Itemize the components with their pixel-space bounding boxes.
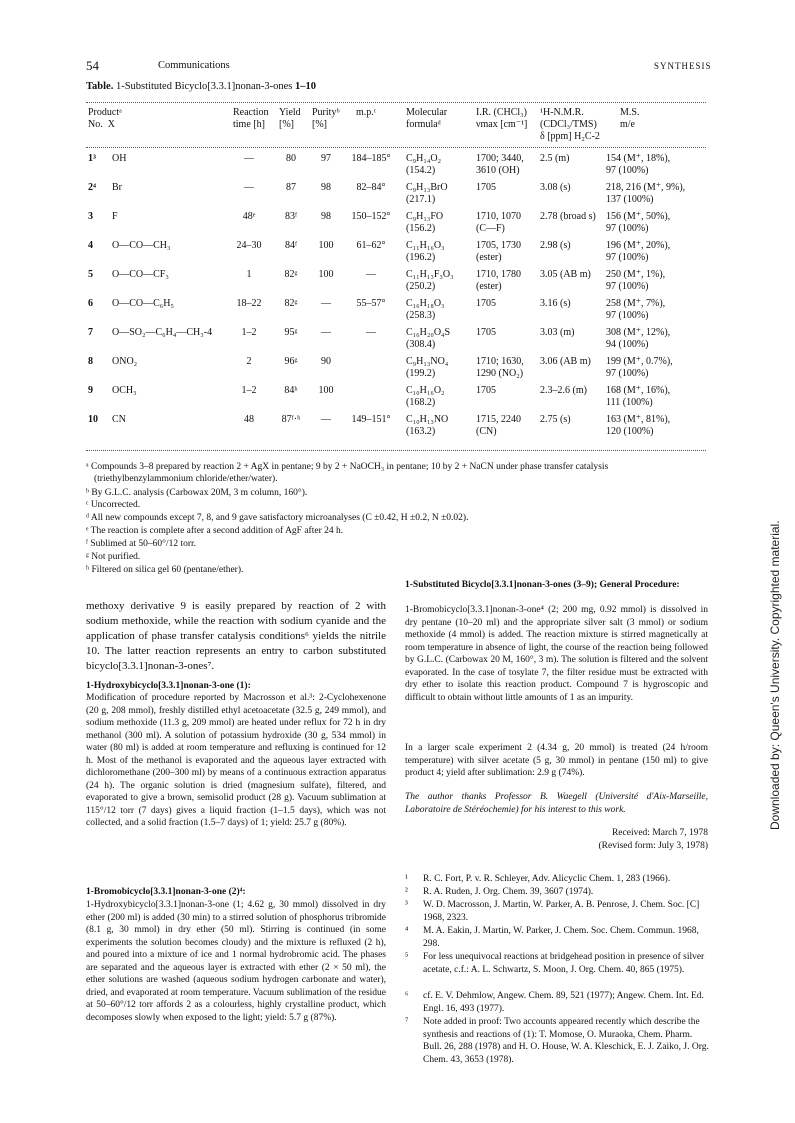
cell-yield: 84ʰ <box>284 385 298 396</box>
cell-x: OH <box>112 153 127 164</box>
cell-ms: 196 (M⁺, 20%), 97 (100%) <box>606 240 671 263</box>
section-title: Communications <box>158 60 230 71</box>
cell-formula: C₁₆H₂₀O₄S (308.4) <box>406 327 451 350</box>
cell-purity: — <box>321 414 331 425</box>
cell-no: 10 <box>88 414 98 425</box>
cell-x: OCH₃ <box>112 385 137 396</box>
cell-mp: 61–62° <box>356 240 386 251</box>
cell-formula: C₁₀H₁₆O₂ (168.2) <box>406 385 445 408</box>
cell-purity: — <box>321 298 331 309</box>
cell-ir: 1705 <box>476 182 496 193</box>
cell-ms: 218, 216 (M⁺, 9%), 137 (100%) <box>606 182 686 205</box>
cell-ir: 1705 <box>476 385 496 396</box>
cell-formula: C₉H₁₃BrO (217.1) <box>406 182 448 205</box>
cell-time: 24–30 <box>236 240 262 251</box>
section-2-text: 1-Hydroxybicyclo[3.3.1]nonan-3-one (1; 4.62 g, 30 mmol) dissolved in dry ether (200 ml) is added (30 min) to a stirred solution of phosphorus tribromide (8.1 g, 30 mmol) in dry ether (50 ml). Stirring is continued (in some experiments the solution becomes cloudy) and the mixture is refluxed (2 h), and poured into a mixture of ice and 1 normal hydrobromic acid. The phases are separated and the aqueous layer is extracted with ether (2 × 50 ml), the ether solutions are washed (aqueous sodium hydrogen carbonate and water), dried, and evaporated at room temperature. Vacuum sublimation of the residue at 50–60°/12 torr affords 2 as a colourless, highly crystalline product, which decomposes slowly when exposed to the light; yield: 5.7 g (87%). <box>86 900 386 1023</box>
table-top-rule <box>86 102 706 103</box>
cell-x: F <box>112 211 118 222</box>
table-title-range: 1–10 <box>295 81 317 92</box>
cell-ms: 250 (M⁺, 1%), 97 (100%) <box>606 269 666 292</box>
header-mp: m.p.ᶜ <box>356 107 377 118</box>
table-header-rule <box>86 147 706 148</box>
cell-yield: 80 <box>286 153 296 164</box>
header-nmr: ¹H-N.M.R. (CDCl₃/TMS) δ [ppm] H₂C-2 <box>540 107 600 142</box>
footnote-e: ᵉ The reaction is complete after a second addition of AgF after 24 h. <box>86 526 344 536</box>
cell-x: O—CO—CH₃ <box>112 240 171 251</box>
cell-time: 1–2 <box>241 327 257 338</box>
cell-ms: 258 (M⁺, 7%), 97 (100%) <box>606 298 666 321</box>
cell-formula: C₁₁H₁₆O₃ (196.2) <box>406 240 445 263</box>
header-product: Productᵃ No. X <box>88 107 122 130</box>
cell-x: CN <box>112 414 126 425</box>
cell-mp: 150–152° <box>351 211 391 222</box>
cell-nmr: 2.78 (broad s) <box>540 211 596 222</box>
cell-x: O—SO₂—C₆H₄—CH₃-4 <box>112 327 213 338</box>
acknowledgement: The author thanks Professor B. Waegell (Université d'Aix-Marseille, Laboratoire de Stéréochemie) for his interest to this work. <box>405 792 708 815</box>
cell-ms: 154 (M⁺, 18%), 97 (100%) <box>606 153 671 176</box>
cell-time: 2 <box>246 356 252 367</box>
table-title-text: 1-Substituted Bicyclo[3.3.1]nonan-3-ones <box>113 81 296 92</box>
table-bottom-rule <box>86 450 706 451</box>
cell-time: 1–2 <box>241 385 257 396</box>
cell-yield: 82ᵍ <box>284 269 298 280</box>
cell-time: 18–22 <box>236 298 262 309</box>
footnote-h: ʰ Filtered on silica gel 60 (pentane/ether). <box>86 565 244 575</box>
cell-ir: 1710; 1630, 1290 (NO₂) <box>476 356 524 379</box>
cell-purity: 90 <box>321 356 331 367</box>
cell-formula: C₉H₁₃NO₄ (199.2) <box>406 356 449 379</box>
table-title <box>86 81 316 92</box>
cell-x: O—CO—CF₃ <box>112 269 169 280</box>
cell-nmr: 2.98 (s) <box>540 240 571 251</box>
cell-yield: 96ᵍ <box>284 356 298 367</box>
cell-yield: 82ᵍ <box>284 298 298 309</box>
header-ir: I.R. (CHCl₃) νmax [cm⁻¹] <box>476 107 528 130</box>
cell-time: 48 <box>244 414 254 425</box>
footnote-b: ᵇ By G.L.C. analysis (Carbowax 20M, 3 m column, 160°). <box>86 488 308 498</box>
header-ms: M.S. m/e <box>620 107 640 130</box>
cell-nmr: 2.5 (m) <box>540 153 570 164</box>
cell-purity: 98 <box>321 182 331 193</box>
cell-mp: 82–84° <box>356 182 386 193</box>
cell-mp: — <box>366 269 376 280</box>
section-3-text-2: In a larger scale experiment 2 (4.34 g, 20 mmol) is treated (24 h/room temperature) with silver acetate (5 g, 30 mmol) in pentane (150 ml) to give product 4; yield after sublimation: 2.9 g (74%). <box>405 743 708 778</box>
cell-mp: 149–151° <box>351 414 391 425</box>
cell-ms: 199 (M⁺, 0.7%), 97 (100%) <box>606 356 673 379</box>
cell-purity: — <box>321 327 331 338</box>
footnote-a-cont: (triethylbenzylammonium chloride/ether/water). <box>94 474 278 484</box>
cell-no: 4 <box>88 240 93 251</box>
section-2-title: 1-Bromobicyclo[3.3.1]nonan-3-one (2)⁴: <box>86 887 246 897</box>
cell-nmr: 3.05 (AB m) <box>540 269 591 280</box>
cell-ms: 308 (M⁺, 12%), 94 (100%) <box>606 327 671 350</box>
cell-mp: 55–57° <box>356 298 386 309</box>
cell-ir: 1705 <box>476 298 496 309</box>
cell-yield: 84ᶠ <box>284 240 298 251</box>
journal-name: SYNTHESIS <box>654 61 712 71</box>
cell-formula: C₁₁H₁₃F₃O₃ (250.2) <box>406 269 454 292</box>
footnote-d: ᵈ All new compounds except 7, 8, and 9 gave satisfactory microanalyses (C ±0.42, H ±0.2, N ±0.02). <box>86 513 469 523</box>
table-title-prefix: Table. <box>86 81 114 92</box>
intro-paragraph: methoxy derivative 9 is easily prepared by reaction of 2 with sodium methoxide, while the reaction with sodium cyanide and the application of phase transfer catalysis conditions⁶ yields the nitrile 10. The latter reaction represents an entry to carbon substituted bicyclo[3.3.1]nonan-3-ones⁷. <box>86 600 386 672</box>
cell-nmr: 3.16 (s) <box>540 298 571 309</box>
cell-formula: C₉H₁₃FO (156.2) <box>406 211 444 234</box>
cell-yield: 83ᶠ <box>284 211 298 222</box>
cell-x: O—CO—C₆H₅ <box>112 298 174 309</box>
cell-formula: C₁₀H₁₃NO (163.2) <box>406 414 449 437</box>
revised-date: (Revised form: July 3, 1978) <box>598 841 708 851</box>
cell-x: Br <box>112 182 122 193</box>
cell-purity: 100 <box>318 269 334 280</box>
cell-ir: 1715, 2240 (CN) <box>476 414 521 437</box>
cell-time: — <box>244 182 254 193</box>
cell-ms: 168 (M⁺, 16%), 111 (100%) <box>606 385 671 408</box>
cell-formula: C₉H₁₄O₂ (154.2) <box>406 153 442 176</box>
footnote-g: ᵍ Not purified. <box>86 552 141 562</box>
cell-ir: 1710, 1780 (ester) <box>476 269 521 292</box>
cell-purity: 100 <box>318 385 334 396</box>
cell-yield: 87ᶠ·ʰ <box>281 414 301 425</box>
cell-no: 7 <box>88 327 93 338</box>
cell-time: — <box>244 153 254 164</box>
cell-purity: 98 <box>321 211 331 222</box>
cell-yield: 95ᵍ <box>284 327 298 338</box>
received-date: Received: March 7, 1978 <box>611 828 708 838</box>
cell-time: 1 <box>246 269 252 280</box>
cell-nmr: 2.75 (s) <box>540 414 571 425</box>
cell-no: 9 <box>88 385 93 396</box>
cell-ms: 163 (M⁺, 81%), 120 (100%) <box>606 414 671 437</box>
page-number: 54 <box>86 58 99 73</box>
cell-purity: 100 <box>318 240 334 251</box>
section-1-title: 1-Hydroxybicyclo[3.3.1]nonan-3-one (1): <box>86 681 251 691</box>
section-3-title: 1-Substituted Bicyclo[3.3.1]nonan-3-ones (3–9); General Procedure: <box>405 580 680 590</box>
cell-nmr: 3.08 (s) <box>540 182 571 193</box>
cell-nmr: 2.3–2.6 (m) <box>540 385 587 396</box>
header-formula: Molecular formulaᵈ <box>406 107 448 130</box>
footnote-a: ᵃ Compounds 3–8 prepared by reaction 2 + AgX in pentane; 9 by 2 + NaOCH₃ in pentane; 10 by 2 + NaCN under phase transfer catalysis <box>86 462 609 472</box>
cell-ms: 156 (M⁺, 50%), 97 (100%) <box>606 211 671 234</box>
header-yield: Yield [%] <box>279 107 301 130</box>
header-purity: Purityᵇ [%] <box>312 107 340 130</box>
cell-no: 3 <box>88 211 93 222</box>
cell-mp: — <box>366 327 376 338</box>
footnote-f: ᶠ Sublimed at 50–60°/12 torr. <box>86 539 197 549</box>
section-1-text: Modification of procedure reported by Macrosson et al.³: 2-Cyclohexenone (20 g, 208 mmol), freshly distilled ethyl acetoacetate (32.5 g, 249 mmol), and sodium methoxide (11.3 g, 209 mmol) are heated under reflux for 72 h in dry methanol (300 ml). A solution of potassium hydroxide (30 g, 534 mmol) in water (80 ml) is added at room temperature and refluxing is continued for 12 h. Most of the methanol is evaporated and the aqueous layer extracted with dichloromethane (200–300 ml) by means of a continuous extraction apparatus (24 h). The organic solution is dried (magnesium sulfate), filtered, and evaporated to give a brown, semisolid product (28 g). Vacuum sublimation at 115°/12 torr (7 days) gives a liquid fraction (1–1.5 days), which was not collected, and a solid fraction (1.5–7 days) of 1; yield: 25.7 g (80%). <box>86 693 386 828</box>
section-3-text: 1-Bromobicyclo[3.3.1]nonan-3-one⁴ (2; 200 mg, 0.92 mmol) is dissolved in dry pentane (10–20 ml) and the appropriate silver salt (3 mmol) or sodium methoxide (4 mmol) is added. The reaction mixture is stirred magnetically at room temperature in absence of light, the course of the reaction being followed by G.L.C. (Carbowax 20 M, 160°, 3 m). The solution is filtered and the solvent evaporated. In the case of tosylate 7, the filter residue must be extracted with dry ether to isolate this reaction product. Compound 7 is hygroscopic and difficult to obtain without little amounts of 1 as an impurity. <box>405 605 708 703</box>
cell-purity: 97 <box>321 153 331 164</box>
cell-nmr: 3.06 (AB m) <box>540 356 591 367</box>
cell-no: 5 <box>88 269 93 280</box>
cell-ir: 1700; 3440, 3610 (OH) <box>476 153 524 176</box>
cell-formula: C₁₆H₁₈O₃ (258.3) <box>406 298 445 321</box>
header-time: Reaction time [h] <box>233 107 269 130</box>
cell-ir: 1705 <box>476 327 496 338</box>
cell-no: 2⁴ <box>88 182 96 193</box>
cell-ir: 1705, 1730 (ester) <box>476 240 521 263</box>
download-note: Downloaded by: Queen's University. Copyrighted material. <box>768 520 782 830</box>
cell-no: 1³ <box>88 153 96 164</box>
cell-mp: 184–185° <box>351 153 391 164</box>
cell-time: 48ᵉ <box>242 211 256 222</box>
cell-no: 6 <box>88 298 93 309</box>
cell-x: ONO₂ <box>112 356 138 367</box>
cell-yield: 87 <box>286 182 296 193</box>
cell-ir: 1710, 1070 (C—F) <box>476 211 521 234</box>
footnote-c: ᶜ Uncorrected. <box>86 500 141 510</box>
cell-no: 8 <box>88 356 93 367</box>
cell-nmr: 3.03 (m) <box>540 327 575 338</box>
